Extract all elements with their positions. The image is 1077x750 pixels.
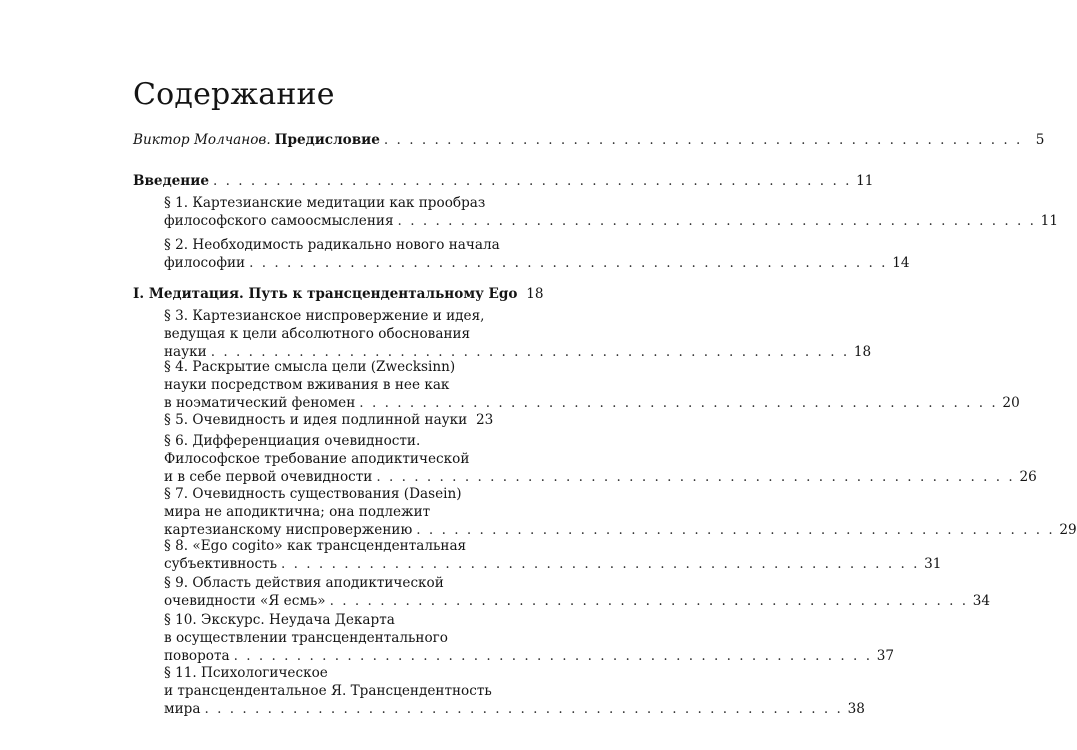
dot-leader: . . . . . . . . . . . . . . . . . . . . . . . . . . . . . . . . . . . . . . . . . . . . . . . . . . . — [329, 593, 969, 609]
page-number: 38 — [847, 701, 865, 717]
toc-entry-section-4[interactable] — [164, 358, 1020, 412]
toc-entry-line: § 10. Экскурс. Неудача Декарта — [164, 612, 395, 628]
page-number: 11 — [856, 173, 874, 189]
toc-entry-line: § 2. Необходимость радикально нового начала — [164, 237, 500, 253]
toc-entry-section-8[interactable] — [164, 537, 942, 573]
toc-entry-line: в ноэматический феномен — [164, 395, 356, 411]
toc-entry-line: картезианскому ниспровержению — [164, 522, 413, 538]
dot-leader: . . . . . . . . . . . . . . . . . . . . . . . . . . . . . . . . . . . . . . . . . . . . . . . . . . . — [397, 213, 1036, 229]
toc-entry-section-11[interactable] — [164, 664, 865, 718]
page-number: 37 — [876, 648, 895, 664]
toc-entry-section-5[interactable] — [164, 411, 494, 429]
toc-entry-line: науки посредством вживания в нее как — [164, 377, 450, 393]
toc-entry-line: Философское требование аподиктической — [164, 451, 470, 467]
toc-entry-line: и в себе первой очевидности — [164, 469, 373, 485]
dot-leader: . . . . . . . . . . . . . . . . . . . . . . . . . . . . . . . . . . . . . . . . . . . . . . . . . . . — [233, 648, 873, 664]
page-title: Содержание — [133, 77, 335, 113]
dot-leader: . . . . . . . . . . . . . . . . . . . . . . . . . . . . . . . . . . . . . . . . . . . . . . . . . . . — [204, 701, 843, 717]
toc-entry-line: философского самоосмысления — [164, 213, 394, 229]
toc-entry-section-7[interactable] — [164, 485, 1077, 539]
toc-entry-line: § 1. Картезианские медитации как прообраз — [164, 195, 486, 211]
toc-entry-line: мира — [164, 701, 201, 717]
toc-entry-line: § 6. Дифференциация очевидности. — [164, 433, 421, 449]
page-number: 5 — [1035, 132, 1045, 148]
page-number: 20 — [1002, 395, 1020, 411]
toc-entry-section-1[interactable] — [164, 194, 1058, 230]
toc-entry-section-3[interactable] — [164, 307, 872, 361]
author-name: Виктор Молчанов. — [133, 132, 271, 148]
toc-entry-title: Предисловие — [274, 132, 380, 148]
toc-entry-preface[interactable] — [133, 131, 1045, 149]
page-number: 31 — [924, 556, 942, 572]
toc-entry-line: § 5. Очевидность и идея подлинной науки — [164, 412, 468, 428]
dot-leader: . . . . . . . . . . . . . . . . . . . . . . . . . . . . . . . . . . . . . . . . . . . . . . . . . . . — [383, 132, 1023, 148]
page-number: 18 — [526, 286, 544, 302]
toc-entry-line: § 11. Психологическое — [164, 665, 328, 681]
page-number: 26 — [1019, 469, 1037, 485]
toc-entry-line: § 4. Раскрытие смысла цели (Zwecksinn) — [164, 359, 456, 375]
toc-entry-line: § 9. Область действия аподиктической — [164, 575, 444, 591]
dot-leader: . . . . . . . . . . . . . . . . . . . . . . . . . . . . . . . . . . . . . . . . . . . . . . . . . . . — [376, 469, 1015, 485]
page-number: 11 — [1040, 213, 1058, 229]
toc-entry-line: субъективность — [164, 556, 277, 572]
toc-entry-section-10[interactable] — [164, 611, 895, 665]
dot-leader: . . . . . . . . . . . . . . . . . . . . . . . . . . . . . . . . . . . . . . . . . . . . . . . . . . . — [416, 522, 1055, 538]
toc-entry-line: науки — [164, 344, 207, 360]
dot-leader: . . . . . . . . . . . . . . . . . . . . . . . . . . . . . . . . . . . . . . . . . . . . . . . . . . . — [249, 255, 888, 271]
toc-entry-title: Введение — [133, 173, 209, 189]
dot-leader: . . . . . . . . . . . . . . . . . . . . . . . . . . . . . . . . . . . . . . . . . . . . . . . . . . . — [210, 344, 850, 360]
toc-entry-section-9[interactable] — [164, 574, 991, 610]
toc-entry-line: поворота — [164, 648, 230, 664]
toc-entry-line: мира не аподиктична; она подлежит — [164, 504, 431, 520]
page-number: 14 — [892, 255, 910, 271]
toc-entry-line: § 3. Картезианское ниспровержение и идея, — [164, 308, 485, 324]
page-number: 18 — [853, 344, 872, 360]
toc-entry-line: § 7. Очевидность существования (Dasein) — [164, 486, 462, 502]
dot-leader: . . . . . . . . . . . . . . . . . . . . . . . . . . . . . . . . . . . . . . . . . . . . . . . . . . . — [359, 395, 998, 411]
page-number: 34 — [972, 593, 991, 609]
toc-entry-line: философии — [164, 255, 246, 271]
page-number: 23 — [475, 412, 494, 428]
toc-entry-line: и трансцендентальное Я. Трансцендентность — [164, 683, 492, 699]
toc-entry-line: ведущая к цели абсолютного обоснования — [164, 326, 471, 342]
dot-leader: . . . . . . . . . . . . . . . . . . . . . . . . . . . . . . . . . . . . . . . . . . . . . . . . . . . — [281, 556, 920, 572]
toc-entry-meditation-1[interactable] — [133, 285, 544, 303]
toc-entry-title: I. Медитация. Путь к трансцендентальному Ego — [133, 286, 518, 302]
toc-entry-section-2[interactable] — [164, 236, 910, 272]
toc-entry-line: в осуществлении трансцендентального — [164, 630, 448, 646]
toc-entry-line: очевидности «Я есмь» — [164, 593, 326, 609]
toc-entry-introduction[interactable] — [133, 172, 874, 190]
toc-entry-line: § 8. «Ego cogito» как трансцендентальная — [164, 538, 467, 554]
toc-entry-section-6[interactable] — [164, 432, 1037, 486]
dot-leader: . . . . . . . . . . . . . . . . . . . . . . . . . . . . . . . . . . . . . . . . . . . . . . . . . . . — [212, 173, 852, 189]
page-number: 29 — [1059, 522, 1077, 538]
